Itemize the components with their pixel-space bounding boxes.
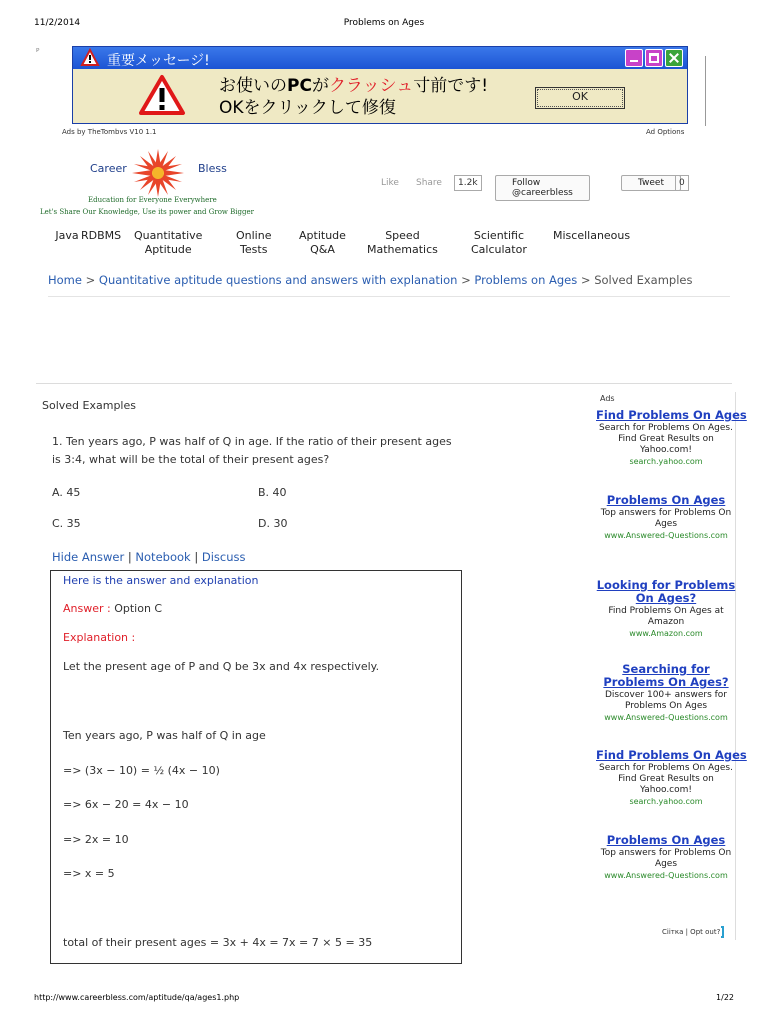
ad-url[interactable]: search.yahoo.com	[629, 797, 703, 806]
answer-label: Answer :	[63, 602, 111, 615]
warning-icon	[81, 49, 99, 66]
ad-message-ga: が	[311, 76, 329, 96]
nav-label: Tests	[240, 243, 268, 256]
print-page-number: 1/22	[716, 993, 734, 1002]
warning-triangle-icon	[139, 75, 185, 115]
explanation-line: Let the present age of P and Q be 3x and 4x respectively.	[63, 660, 380, 673]
share-button[interactable]: Share	[416, 178, 442, 188]
ad-message	[219, 75, 488, 119]
sidebar-ad[interactable]	[596, 408, 747, 467]
share-count: 1.2k	[454, 175, 482, 191]
logo-tagline-1: Education for Everyone Everywhere	[88, 196, 217, 204]
action-separator: |	[194, 550, 199, 564]
ad-title: 重要メッセージ!	[107, 53, 210, 69]
breadcrumb	[48, 273, 692, 287]
logo-bless: Bless	[198, 162, 227, 175]
section-title: Solved Examples	[42, 399, 136, 412]
breadcrumb-ages[interactable]: Problems on Ages	[474, 273, 578, 287]
ad-description: Discover 100+ answers for Problems On Ages	[604, 690, 727, 711]
nav-label: Mathematics	[367, 243, 438, 256]
site-logo[interactable]	[40, 146, 290, 222]
ad-url[interactable]: search.yahoo.com	[629, 457, 703, 466]
sidebar-ad[interactable]	[596, 834, 736, 881]
nav-label: Java	[55, 229, 79, 242]
breadcrumb-home[interactable]: Home	[48, 273, 82, 287]
explanation-line: => 2x = 10	[63, 833, 129, 846]
ad-title[interactable]: Looking for Problems On Ages?	[596, 578, 736, 605]
print-title: Problems on Ages	[343, 18, 425, 28]
nav-label: Calculator	[471, 243, 527, 256]
nav-item-miscellaneous[interactable]	[553, 229, 631, 243]
nav-item-online-tests[interactable]	[236, 229, 271, 257]
nav-item-quantitative-aptitude[interactable]	[134, 229, 202, 257]
ad-message-line2: OKをクリックして修復	[219, 98, 396, 118]
ad-options-link[interactable]: Ad Options	[646, 128, 685, 136]
nav-label: Scientific	[473, 229, 525, 242]
ad-body	[73, 69, 687, 123]
explanation-line: => x = 5	[63, 867, 115, 880]
nav-label: Quantitative	[134, 229, 203, 242]
explanation-line: => 6x − 20 = 4x − 10	[63, 798, 189, 811]
ad-description: Top answers for Problems On Ages	[600, 508, 732, 529]
explanation-label: Explanation :	[63, 631, 136, 644]
logo-career: Career	[90, 162, 127, 175]
explanation-line: => (3x − 10) = ½ (4x − 10)	[63, 764, 220, 777]
ad-description: Find Problems On Ages at Amazon	[608, 606, 724, 627]
ad-message-post: 寸前です!	[413, 76, 489, 96]
ads-label: Ads	[600, 394, 615, 403]
ad-url[interactable]: www.Answered-Questions.com	[604, 871, 728, 880]
ad-description: Search for Problems On Ages. Find Great Results on Yahoo.com!	[599, 423, 733, 455]
option-b: B. 40	[258, 486, 287, 499]
action-separator: |	[127, 550, 132, 564]
answer-line	[63, 602, 162, 615]
hide-answer-link[interactable]: Hide Answer	[52, 550, 125, 564]
ad-title[interactable]: Find Problems On Ages	[596, 748, 747, 762]
ad-title[interactable]: Searching for Problems On Ages?	[603, 662, 729, 689]
ad-title[interactable]: Find Problems On Ages	[596, 408, 747, 422]
close-icon[interactable]	[665, 49, 683, 67]
question-text: 1. Ten years ago, P was half of Q in age. If the ratio of their present ages is 3:4, what will be the total of their present ages?	[52, 435, 452, 466]
like-button[interactable]: Like	[381, 178, 399, 188]
ad-description: Search for Problems On Ages. Find Great Results on Yahoo.com!	[599, 763, 733, 795]
ad-message-pc: PC	[287, 76, 312, 96]
sidebar-ad[interactable]	[596, 579, 736, 639]
ad-banner[interactable]	[72, 46, 688, 124]
minimize-icon[interactable]	[625, 49, 643, 67]
nav-label: Aptitude	[299, 229, 346, 242]
ad-frame-line	[705, 56, 706, 126]
follow-button[interactable]: Follow @careerbless	[495, 175, 590, 201]
sidebar-ads	[596, 392, 747, 940]
nav-item-speed-mathematics[interactable]	[367, 229, 438, 257]
ad-choices[interactable]	[662, 926, 724, 938]
sidebar-ad[interactable]	[596, 494, 736, 541]
ad-url[interactable]: www.Answered-Questions.com	[604, 531, 728, 540]
option-d: D. 30	[258, 517, 288, 530]
nav-label: Aptitude	[144, 243, 192, 256]
nav-item-rdbms[interactable]	[81, 229, 122, 243]
ad-url[interactable]: www.Amazon.com	[629, 629, 703, 638]
option-a: A. 45	[52, 486, 81, 499]
ad-description: Top answers for Problems On Ages	[600, 848, 732, 869]
print-url: http://www.careerbless.com/aptitude/qa/ages1.php	[34, 993, 240, 1002]
print-date: 11/2/2014	[34, 18, 81, 28]
nav-item-scientific-calculator[interactable]	[471, 229, 527, 257]
ad-message-red: クラッシュ	[328, 76, 414, 96]
explanation-line: total of their present ages = 3x + 4x = 7x = 7 × 5 = 35	[63, 936, 373, 949]
ad-choices-label: Ciiтка | Opt out?	[662, 928, 721, 936]
nav-label: RDBMS	[81, 229, 122, 242]
maximize-icon[interactable]	[645, 49, 663, 67]
corner-mark: ᴾ	[36, 48, 40, 58]
answer-value: Option C	[114, 602, 163, 615]
nav-item-java[interactable]	[55, 229, 79, 243]
answer-heading: Here is the answer and explanation	[63, 574, 259, 587]
ad-title[interactable]: Problems On Ages	[606, 833, 726, 847]
main-nav	[55, 229, 631, 263]
explanation-line: Ten years ago, P was half of Q in age	[63, 729, 266, 742]
divider	[48, 296, 730, 297]
answer-box	[50, 570, 462, 964]
breadcrumb-quant[interactable]: Quantitative aptitude questions and answers with explanation	[98, 273, 458, 287]
breadcrumb-current: Solved Examples	[594, 273, 693, 287]
ad-url[interactable]: www.Answered-Questions.com	[604, 713, 728, 722]
print-footer	[34, 993, 734, 1007]
breadcrumb-separator: >	[85, 273, 96, 287]
breadcrumb-separator: >	[461, 273, 471, 287]
tweet-count: 0	[675, 175, 689, 191]
adchoices-icon	[721, 926, 724, 938]
answer-actions	[52, 550, 246, 564]
option-c: C. 35	[52, 517, 81, 530]
ad-title[interactable]: Problems On Ages	[606, 493, 726, 507]
sidebar-ad[interactable]	[596, 748, 747, 807]
sunflower-logo-icon	[130, 148, 186, 198]
notebook-link[interactable]: Notebook	[135, 550, 191, 564]
nav-label: Miscellaneous	[553, 229, 631, 242]
tweet-button[interactable]: Tweet	[621, 175, 681, 191]
discuss-link[interactable]: Discuss	[201, 550, 246, 564]
ad-by-label[interactable]: Ads by TheTombvs V10 1.1	[62, 128, 157, 136]
nav-item-aptitude-qa[interactable]	[299, 229, 346, 257]
sidebar-ad[interactable]	[596, 663, 736, 723]
breadcrumb-separator: >	[580, 273, 591, 287]
ad-message-pre: お使いの	[219, 76, 287, 96]
logo-tagline-2: Let's Share Our Knowledge, Use its power and Grow Bigger	[40, 208, 254, 216]
print-header	[34, 18, 734, 32]
ad-ok-button[interactable]: OK	[535, 87, 625, 109]
nav-label: Speed	[385, 229, 420, 242]
ad-titlebar	[73, 47, 687, 69]
nav-label: Q&A	[310, 243, 335, 256]
window-buttons	[625, 49, 683, 67]
nav-label: Online	[236, 229, 272, 242]
divider	[36, 383, 732, 384]
